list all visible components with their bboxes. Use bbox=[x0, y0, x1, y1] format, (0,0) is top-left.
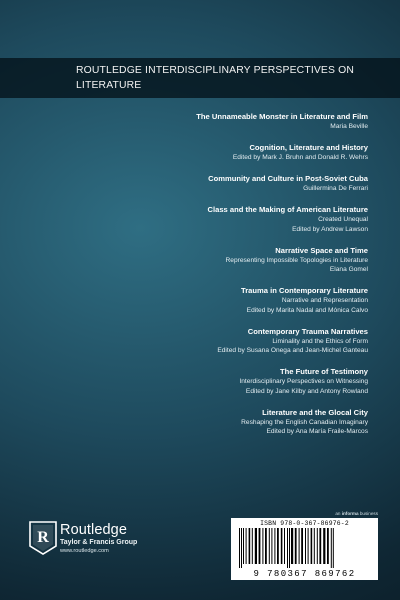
book-entry bbox=[68, 112, 368, 132]
barcode-bar bbox=[331, 528, 332, 568]
barcode-bar bbox=[301, 528, 303, 564]
book-title: Class and the Making of American Literature bbox=[207, 204, 368, 214]
barcode-bar bbox=[243, 528, 244, 564]
barcode-bar bbox=[269, 528, 270, 564]
book-subline: Edited by Susana Onega and Jean-Michel Ganteau bbox=[217, 347, 368, 355]
book-subline: Elana Gomel bbox=[329, 266, 368, 274]
book-subline: Reshaping the English Canadian Imaginary bbox=[241, 418, 368, 426]
book-title: The Unnameable Monster in Literature and Film bbox=[196, 112, 368, 121]
barcode-bar bbox=[314, 528, 315, 564]
barcode-bar bbox=[246, 528, 247, 564]
book-list bbox=[68, 112, 368, 448]
isbn-text: ISBN 978-0-367-86976-2 bbox=[260, 520, 349, 527]
barcode-bar bbox=[277, 528, 279, 564]
imprint-line bbox=[335, 511, 378, 516]
barcode-bar bbox=[281, 528, 283, 564]
book-subline: Edited by Mark J. Bruhn and Donald R. Wehrs bbox=[232, 153, 368, 161]
barcode-bar bbox=[308, 528, 309, 564]
book-subline: Maria Beville bbox=[330, 123, 368, 130]
barcode-bars bbox=[237, 528, 372, 568]
book-entry bbox=[68, 143, 368, 163]
book-subline: Narrative and Representation bbox=[281, 297, 368, 305]
barcode-bar bbox=[241, 528, 242, 568]
barcode-bar bbox=[319, 528, 321, 564]
barcode-bar bbox=[265, 528, 267, 564]
barcode-bar bbox=[255, 528, 257, 564]
book-subline: Interdisciplinary Perspectives on Witnessing bbox=[239, 378, 368, 386]
book-entry bbox=[68, 205, 368, 234]
barcode-box bbox=[231, 518, 378, 580]
barcode-bar bbox=[262, 528, 263, 564]
barcode-bar bbox=[295, 528, 297, 564]
book-entry bbox=[68, 408, 368, 437]
barcode-bar bbox=[311, 528, 313, 564]
barcode-bar bbox=[271, 528, 272, 564]
barcode-bar bbox=[333, 528, 334, 568]
imprint-brand: informa bbox=[341, 511, 359, 516]
book-subline: Representing Impossible Topologies in Literature bbox=[225, 256, 368, 264]
book-title: Cognition, Literature and History bbox=[249, 142, 368, 152]
publisher-name: Routledge bbox=[60, 522, 128, 538]
book-title: Contemporary Trauma Narratives bbox=[247, 326, 368, 336]
book-entry bbox=[68, 246, 368, 275]
series-title: ROUTLEDGE INTERDISCIPLINARY PERSPECTIVES ON LITERATURE bbox=[76, 65, 355, 91]
publisher-url[interactable]: www.routledge.com bbox=[60, 548, 109, 554]
book-title: Trauma in Contemporary Literature bbox=[240, 286, 368, 296]
publisher-group: Taylor & Francis Group bbox=[60, 539, 138, 546]
barcode-bar bbox=[284, 528, 285, 564]
book-entry bbox=[68, 367, 368, 396]
barcode-bar bbox=[299, 528, 300, 564]
imprint-prefix: an bbox=[335, 511, 341, 516]
ean-digits: 9 780367 869762 bbox=[253, 569, 356, 579]
routledge-logo-icon bbox=[26, 520, 60, 556]
barcode-bar bbox=[305, 528, 306, 564]
imprint-suffix: business bbox=[359, 511, 378, 516]
book-subline: Edited by Jane Kilby and Antony Rowland bbox=[245, 387, 368, 395]
series-band bbox=[0, 58, 400, 98]
barcode-bar bbox=[252, 528, 253, 564]
barcode-bar bbox=[317, 528, 318, 564]
book-subline: Guillermina De Ferrari bbox=[303, 184, 368, 192]
barcode-bar bbox=[249, 528, 251, 564]
barcode-bar bbox=[274, 528, 275, 564]
publisher-block bbox=[60, 523, 137, 555]
book-subline: Edited by Ana María Fraile-Marcos bbox=[266, 428, 368, 436]
barcode-bar bbox=[291, 528, 293, 564]
book-title: Literature and the Glocal City bbox=[262, 407, 368, 417]
book-title: The Future of Testimony bbox=[279, 367, 368, 377]
book-title: Narrative Space and Time bbox=[275, 245, 368, 255]
book-subline: Edited by Marita Nadal and Mónica Calvo bbox=[246, 306, 368, 314]
barcode-bar bbox=[289, 528, 290, 568]
book-entry bbox=[68, 327, 368, 356]
book-subline: Created Unequal bbox=[318, 215, 368, 223]
book-subline: Edited by Andrew Lawson bbox=[292, 225, 368, 233]
logo-letter: R bbox=[37, 529, 49, 546]
book-entry bbox=[68, 174, 368, 194]
barcode-bar bbox=[323, 528, 325, 564]
book-entry bbox=[68, 286, 368, 315]
barcode-bar bbox=[259, 528, 261, 564]
barcode-bar bbox=[239, 528, 240, 568]
barcode-bar bbox=[287, 528, 288, 568]
book-subline: Liminality and the Ethics of Form bbox=[272, 337, 368, 345]
book-title: Community and Culture in Post-Soviet Cuba bbox=[208, 173, 368, 183]
barcode-bar bbox=[327, 528, 329, 564]
